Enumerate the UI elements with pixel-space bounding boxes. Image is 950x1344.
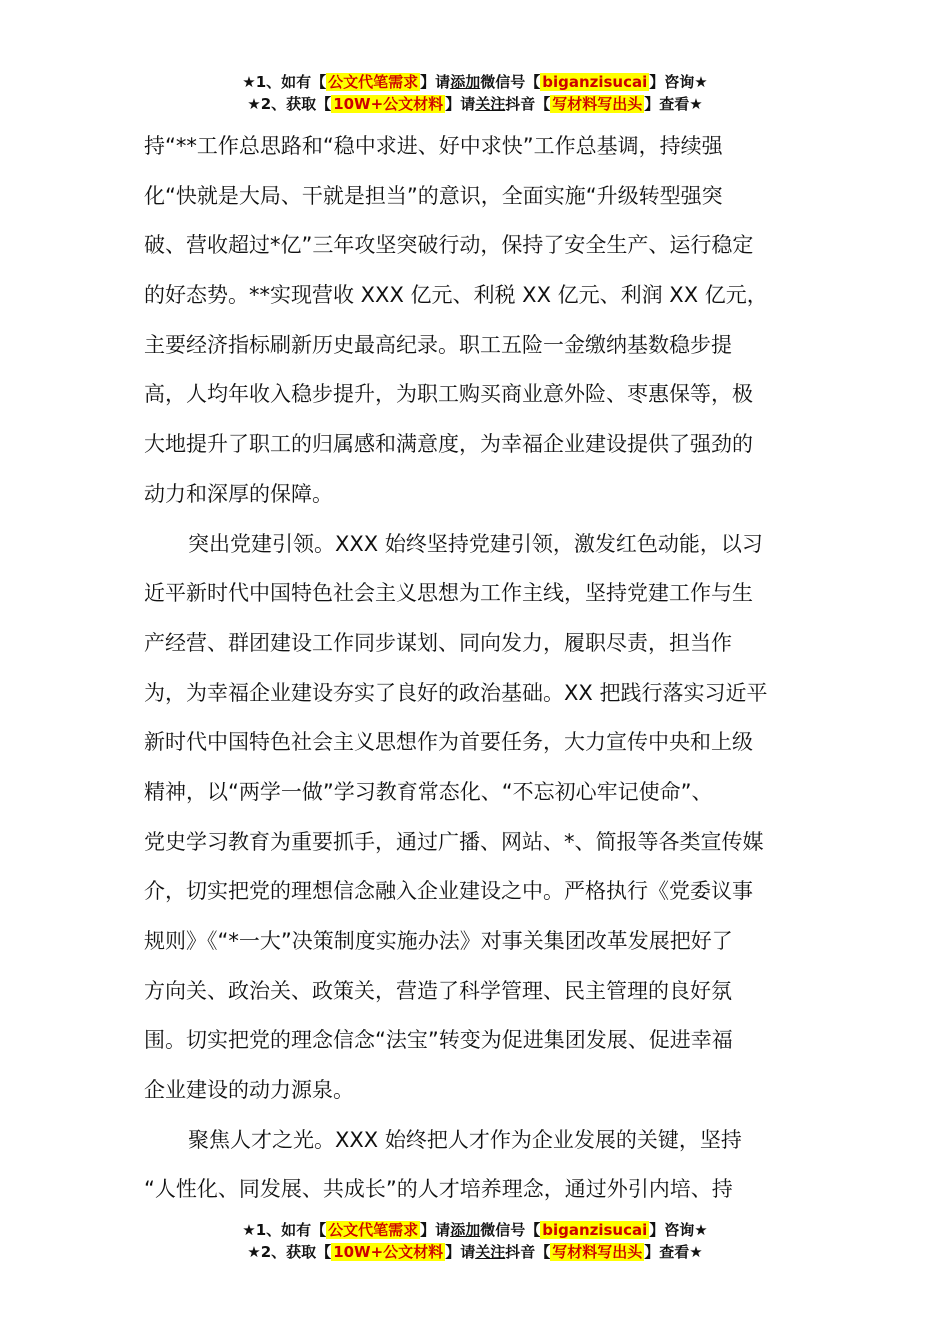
body-line: “人性化、同发展、共成长”的人才培养理念，通过外引内培、持 xyxy=(144,1177,733,1202)
underlined-text: 添加 xyxy=(450,73,481,91)
paragraph-heading-line: 聚焦人才之光。XXX 始终把人才作为企业发展的关键，坚持 xyxy=(188,1127,742,1152)
body-line: 新时代中国特色社会主义思想作为首要任务，大力宣传中央和上级 xyxy=(144,730,753,755)
banner-text: 微信号【 xyxy=(480,1221,541,1239)
banner-line-1 xyxy=(0,1219,950,1241)
paragraph-heading-line: 突出党建引领。XXX 始终坚持党建引领，激发红色动能，以习 xyxy=(188,531,763,556)
body-line: 持“**工作总思路和“稳中求进、好中求快”工作总基调，持续强 xyxy=(144,134,723,158)
body-line: 产经营、群团建设工作同步谋划、同向发力，履职尽责，担当作 xyxy=(144,630,732,655)
highlight-wechat-id: biganzisucai xyxy=(542,1221,648,1239)
banner-text: 】咨询★ xyxy=(649,73,708,91)
banner-text: 】请 xyxy=(420,73,451,91)
body-line: 破、营收超过*亿”三年攻坚突破行动，保持了安全生产、运行稳定 xyxy=(144,233,754,258)
banner-line-1 xyxy=(0,71,950,93)
banner-text: 】查看★ xyxy=(644,1243,703,1261)
banner-text: 】请 xyxy=(445,1243,476,1261)
highlight-service: 公文代笔需求 xyxy=(328,1221,419,1239)
body-line: 动力和深厚的保障。 xyxy=(144,481,333,506)
highlight-materials: 10W+公文材料 xyxy=(333,95,444,113)
body-line: 为，为幸福企业建设夯实了良好的政治基础。XX 把践行落实习近平 xyxy=(144,680,768,705)
body-line: 企业建设的动力源泉。 xyxy=(144,1078,354,1103)
body-line: 精神，以“两学一做”学习教育常态化、“不忘初心牢记使命”、 xyxy=(144,779,713,804)
body-line: 大地提升了职工的归属感和满意度，为幸福企业建设提供了强劲的 xyxy=(144,432,753,457)
body-line: 规则》《“*一大”决策制度实施办法》对事关集团改革发展把好了 xyxy=(144,929,733,953)
body-line: 高，人均年收入稳步提升，为职工购买商业意外险、枣惠保等，极 xyxy=(144,382,753,407)
banner-line-2 xyxy=(0,93,950,115)
body-line: 党史学习教育为重要抓手，通过广播、网站、*、简报等各类宣传媒 xyxy=(144,829,764,854)
banner-text: 微信号【 xyxy=(480,73,541,91)
body-line: 化“快就是大局、干就是担当”的意识，全面实施“升级转型强突 xyxy=(144,183,723,208)
footer-banner xyxy=(0,1219,950,1263)
banner-text: 】咨询★ xyxy=(649,1221,708,1239)
body-line: 介，切实把党的理想信念融入企业建设之中。严格执行《党委议事 xyxy=(144,879,753,904)
highlight-service: 公文代笔需求 xyxy=(328,73,419,91)
banner-text: ★1、如有【 xyxy=(242,73,327,91)
banner-text: 】请 xyxy=(420,1221,451,1239)
underlined-text: 关注 xyxy=(475,95,506,113)
header-banner xyxy=(0,71,950,115)
document-body xyxy=(144,122,808,1215)
banner-text: 抖音【 xyxy=(505,95,551,113)
body-line: 近平新时代中国特色社会主义思想为工作主线，坚持党建工作与生 xyxy=(144,581,753,606)
body-line: 主要经济指标刷新历史最高纪录。职工五险一金缴纳基数稳步提 xyxy=(144,332,732,357)
body-line: 方向关、政治关、政策关，营造了科学管理、民主管理的良好氛 xyxy=(144,978,732,1003)
body-line: 围。切实把党的理念信念“法宝”转变为促进集团发展、促进幸福 xyxy=(144,1028,733,1053)
highlight-douyin-account: 写材料写出头 xyxy=(552,1243,643,1261)
banner-text: ★2、获取【 xyxy=(247,1243,332,1261)
banner-text: ★2、获取【 xyxy=(247,95,332,113)
banner-text: 】请 xyxy=(445,95,476,113)
banner-line-2 xyxy=(0,1241,950,1263)
highlight-materials: 10W+公文材料 xyxy=(333,1243,444,1261)
highlight-wechat-id: biganzisucai xyxy=(542,73,648,91)
highlight-douyin-account: 写材料写出头 xyxy=(552,95,643,113)
banner-text: ★1、如有【 xyxy=(242,1221,327,1239)
underlined-text: 关注 xyxy=(475,1243,506,1261)
underlined-text: 添加 xyxy=(450,1221,481,1239)
body-line: 的好态势。**实现营收 XXX 亿元、利税 XX 亿元、利润 XX 亿元， xyxy=(144,283,768,308)
banner-text: 抖音【 xyxy=(505,1243,551,1261)
banner-text: 】查看★ xyxy=(644,95,703,113)
